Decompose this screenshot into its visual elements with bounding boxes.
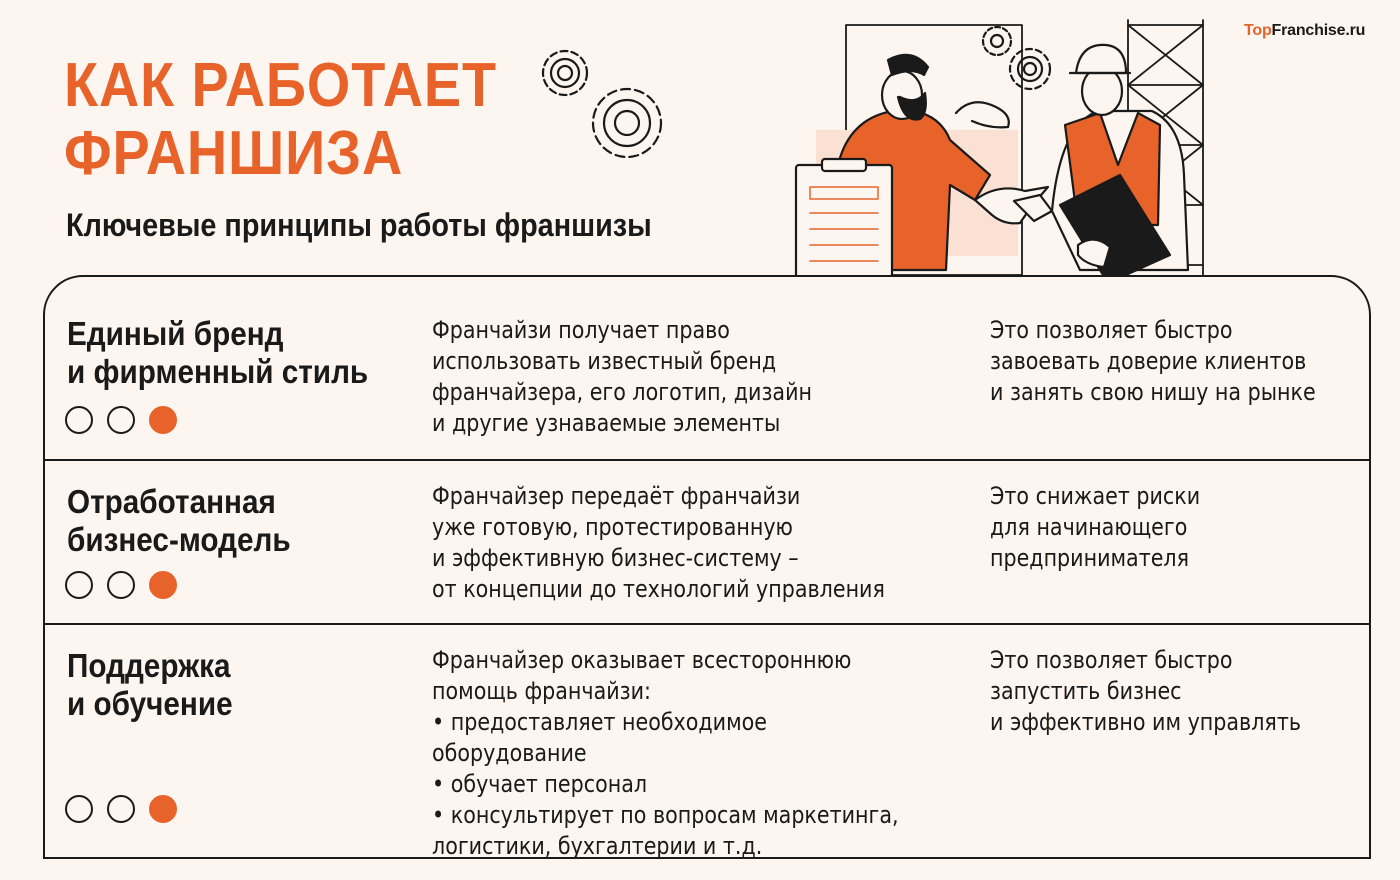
principle-description: Франчайзи получает право использовать известный бренд франчайзера, его логотип, дизайн и другие узнаваемые элементы <box>432 316 812 437</box>
dot-outline-icon <box>65 795 93 823</box>
brand-logo-part1: Top <box>1244 22 1272 39</box>
brand-logo-part2: Franchise.ru <box>1271 22 1366 39</box>
principle-effect: Это позволяет быстро запустить бизнес и эффективно им управлять <box>990 646 1302 736</box>
principle-row <box>45 277 1369 459</box>
dot-filled-icon <box>149 795 177 823</box>
handshake-illustration <box>520 15 1220 300</box>
gear-icon <box>983 27 1011 55</box>
dot-indicator <box>65 406 177 434</box>
dot-outline-icon <box>65 571 93 599</box>
principles-table <box>43 275 1371 859</box>
principle-heading: Единый бренд и фирменный стиль <box>67 315 369 390</box>
dot-filled-icon <box>149 406 177 434</box>
gear-icon <box>543 51 587 95</box>
principle-description: Франчайзер передаёт франчайзи уже готовую, протестированную и эффективную бизнес-систему – от концепции до технологий управления <box>432 482 885 603</box>
principle-effect: Это снижает риски для начинающего предпринимателя <box>990 482 1201 572</box>
dot-indicator <box>65 571 177 599</box>
page-title-line1: КАК РАБОТАЕТ <box>64 51 498 120</box>
page-title-line2: ФРАНШИЗА <box>64 119 404 188</box>
dot-indicator <box>65 795 177 823</box>
principle-row <box>45 459 1369 623</box>
principle-heading: Поддержка и обучение <box>67 647 233 722</box>
dot-outline-icon <box>107 795 135 823</box>
dot-outline-icon <box>107 406 135 434</box>
dot-filled-icon <box>149 571 177 599</box>
page-subtitle: Ключевые принципы работы франшизы <box>66 207 652 243</box>
dot-outline-icon <box>65 406 93 434</box>
gear-icon <box>1010 49 1050 89</box>
gear-icon <box>593 89 661 157</box>
dot-outline-icon <box>107 571 135 599</box>
principle-heading: Отработанная бизнес-модель <box>67 483 291 558</box>
hard-hat-icon <box>1070 45 1130 73</box>
page-title <box>64 52 497 188</box>
clipboard-icon <box>796 159 892 291</box>
principle-description: Франчайзер оказывает всестороннюю помощь франчайзи: • предоставляет необходимое оборудование • обучает персонал • консультирует по вопросам маркетинга, логистики, бухгалтерии и т.д. <box>432 646 899 860</box>
brand-logo <box>1244 22 1365 40</box>
principle-effect: Это позволяет быстро завоевать доверие клиентов и занять свою нишу на рынке <box>990 316 1316 406</box>
principle-row <box>45 623 1369 859</box>
